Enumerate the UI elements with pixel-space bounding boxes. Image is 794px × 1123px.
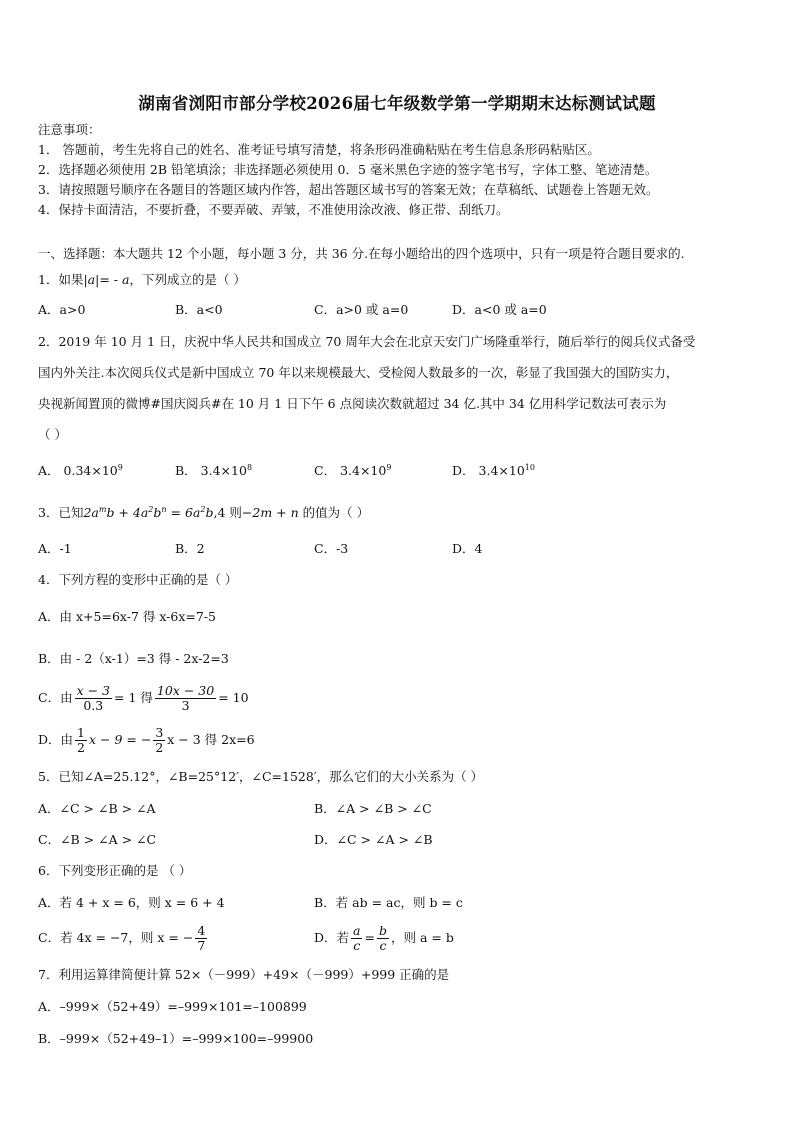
question-7-stem: 7．利用运算律简便计算 52×（－999）+49×（－999）+999 正确的是 [38, 967, 450, 982]
question-5-option-d: D．∠C > ∠A > ∠B [314, 832, 433, 847]
question-3-option-b: B．2 [175, 541, 205, 556]
question-2-line-3: 央视新闻置顶的微博#国庆阅兵#在 10 月 1 日下午 6 点阅读次数就超过 34 亿.其中 34 亿用科学记数法可表示为 [38, 396, 667, 411]
question-4-stem: 4．下列方程的变形中正确的是（ ） [38, 572, 238, 587]
notice-item-2: 2．选择题必须使用 2B 铅笔填涂；非选择题必须使用 0．5 毫米黑色字迹的签字笔书写，字体工整、笔迹清楚。 [38, 162, 658, 177]
section-heading: 一、选择题：本大题共 12 个小题，每小题 3 分，共 36 分.在每小题给出的四个选项中，只有一项是符合题目要求的. [38, 246, 685, 261]
question-1-option-a: A．a>0 [38, 302, 86, 317]
page-title: 湖南省浏阳市部分学校2026届七年级数学第一学期期末达标测试试题 [138, 94, 656, 113]
notice-item-3: 3．请按照题号顺序在各题目的答题区域内作答，超出答题区域书写的答案无效；在草稿纸、试题卷上答题无效。 [38, 182, 659, 197]
question-5-option-b: B．∠A > ∠B > ∠C [314, 801, 432, 816]
notice-heading: 注意事项： [38, 122, 101, 137]
question-3-option-a: A．-1 [38, 541, 72, 556]
question-6-option-c: C．若 4x = −7，则 x = − $\frac{4}{7}$ [38, 923, 206, 953]
question-2-option-c: C． $3.4\times 10^9$ [314, 463, 392, 478]
question-2-line-4: （ ） [38, 427, 67, 442]
question-4-option-a: A．由 x+5=6x-7 得 x-6x=7-5 [38, 609, 217, 624]
question-2-line-1: 2．2019 年 10 月 1 日，庆祝中华人民共和国成立 70 周年大会在北京天安门广场隆重举行，随后举行的阅兵仪式备受 [38, 334, 696, 349]
question-7-option-b: B．–999×（52+49–1）=–999×100=–99900 [38, 1031, 314, 1046]
question-4-option-d: D．由 $\frac{1}{2}$ x − 9 = − $\frac{3}{2}$ x − 3 得 2x=6 [38, 725, 255, 755]
question-6-option-a: A．若 4 + x = 6，则 x = 6 + 4 [38, 895, 225, 910]
question-1-option-c: C．a>0 或 a=0 [314, 302, 409, 317]
question-5-stem: 5．已知∠A=25.12°，∠B=25°12′，∠C=1528′，那么它们的大小关系为（ ） [38, 769, 484, 784]
question-6-option-d: D．若 $\frac{a}{c}$ = $\frac{b}{c}$ ，则 a = b [314, 923, 454, 953]
question-7-option-a: A．–999×（52+49）=–999×101=–100899 [38, 999, 307, 1014]
notice-item-1: 1． 答题前，考生先将自己的姓名、准考证号填写清楚，将条形码准确粘贴在考生信息条形码粘贴区。 [38, 142, 600, 157]
question-2-option-a: A． $0.34\times 10^9$ [38, 463, 123, 478]
question-3-stem: 3．已知$2a^mb + 4a^2b^n = 6a^2b,4$ 则−2m + n 的值为（ ） [38, 505, 370, 520]
question-4-option-b: B．由 - 2（x-1）=3 得 - 2x-2=3 [38, 651, 229, 666]
question-3-option-c: C．-3 [314, 541, 349, 556]
question-2-option-b: B． $3.4\times 10^8$ [175, 463, 253, 478]
question-3-option-d: D．4 [452, 541, 483, 556]
notice-item-4: 4．保持卡面清洁，不要折叠，不要弄破、弄皱，不准使用涂改液、修正带、刮纸刀。 [38, 202, 509, 217]
question-2-line-2: 国内外关注.本次阅兵仪式是新中国成立 70 年以来规模最大、受检阅人数最多的一次，彰显了我国强大的国防实力， [38, 365, 679, 380]
question-4-option-c: C．由 $\frac{x - 3}{0.3}$ = 1 得 $\frac{10x - 30}{3}$ = 10 [38, 683, 249, 713]
question-6-stem: 6．下列变形正确的是 （ ） [38, 863, 192, 878]
question-6-option-b: B．若 ab = ac，则 b = c [314, 895, 463, 910]
question-1-option-d: D．a<0 或 a=0 [452, 302, 547, 317]
question-5-option-a: A．∠C > ∠B > ∠A [38, 801, 156, 816]
question-2-option-d: D． $3.4\times 10^{10}$ [452, 463, 535, 478]
question-1-option-b: B．a<0 [175, 302, 223, 317]
question-1-stem: 1．如果|a|= - a，下列成立的是（ ） [38, 272, 246, 287]
question-5-option-c: C．∠B > ∠A > ∠C [38, 832, 157, 847]
